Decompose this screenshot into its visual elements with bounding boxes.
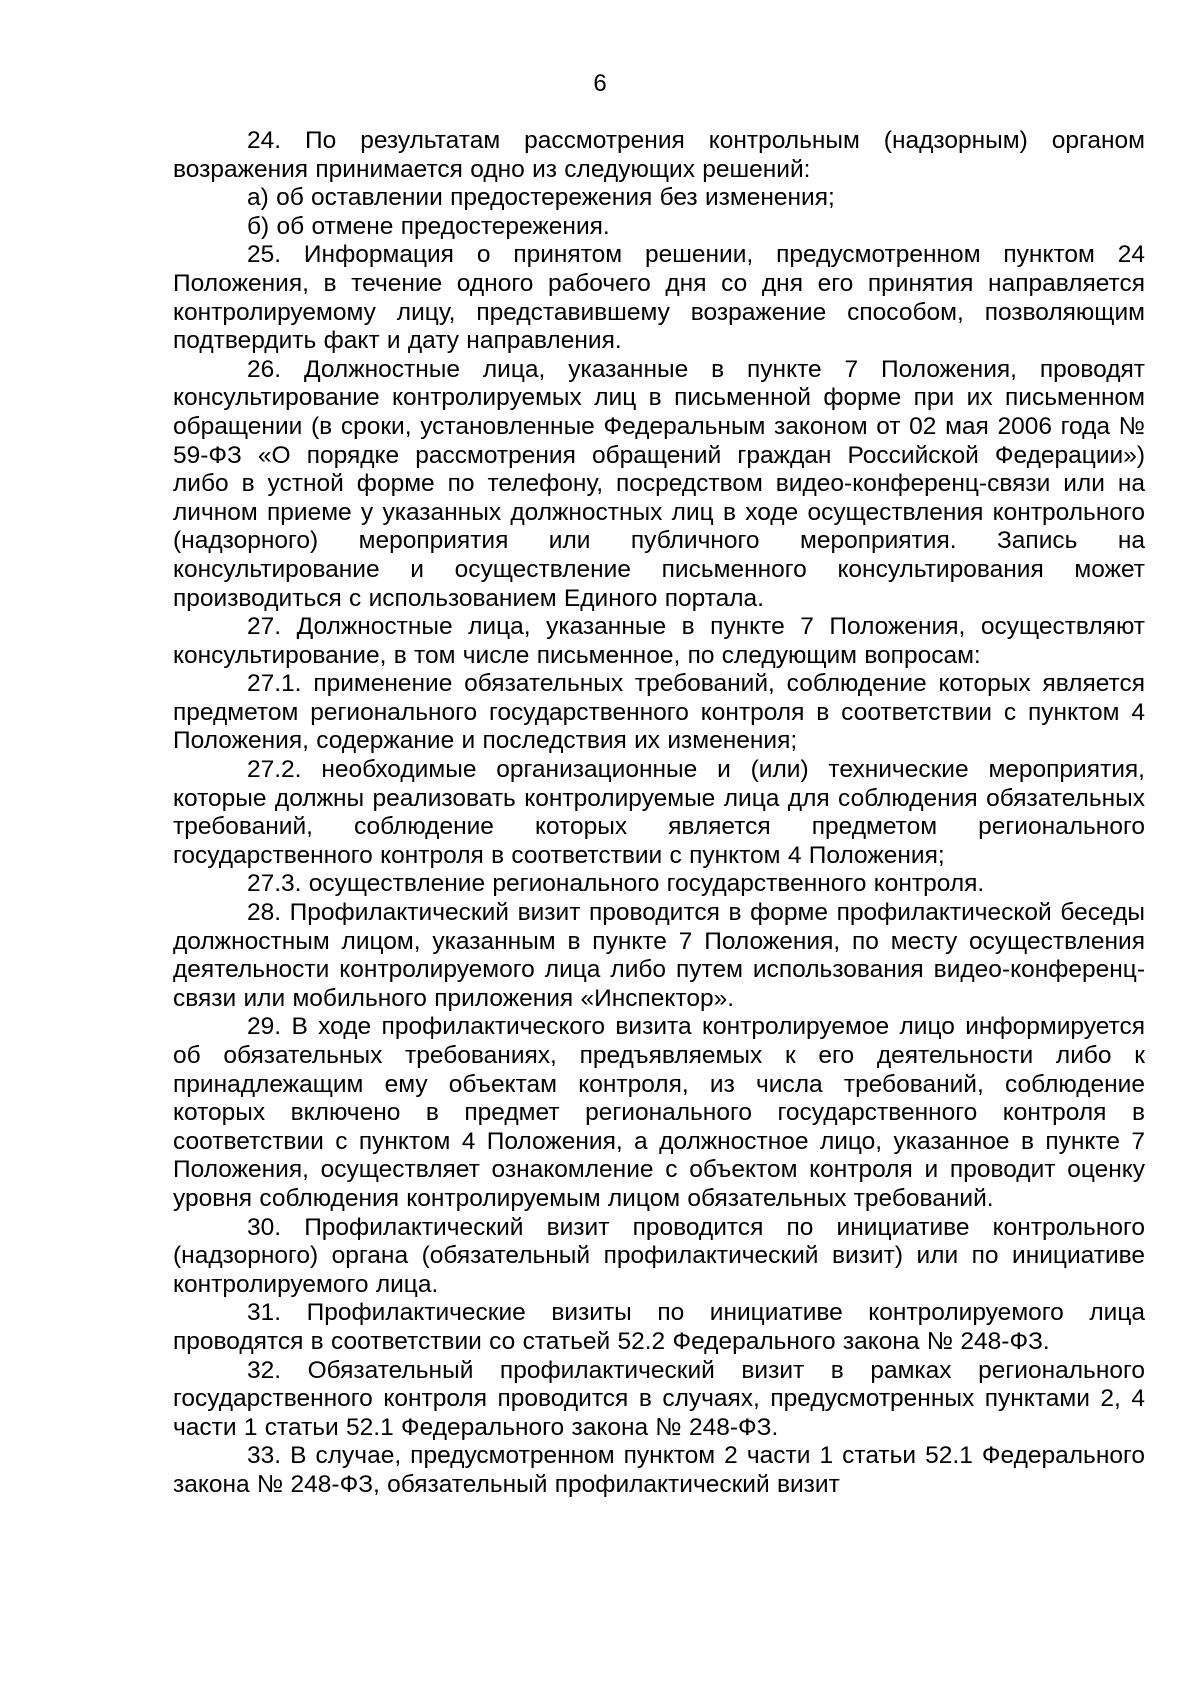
paragraph-31: 31. Профилактические визиты по инициативе контролируемого лица проводятся в соответствии со статьей 52.2 Федерального закона № 248-ФЗ. xyxy=(173,1299,1145,1355)
document-body xyxy=(173,127,1145,1500)
paragraph-26: 26. Должностные лица, указанные в пункте 7 Положения, проводят консультирование контролируемых лиц в письменной форме при их письменном обращении (в сроки, установленные Федеральным законом от 02 мая 2006 года № 59-ФЗ «О порядке рассмотрения обращений граждан Российской Федерации») либо в устной форме по телефону, посредством видео-конференц-связи или на личном приеме у указанных должностных лиц в ходе осуществления контрольного (надзорного) мероприятия или публичного мероприятия. Запись на консультирование и осуществление письменного консультирования может производиться с использованием Единого портала. xyxy=(173,355,1145,612)
paragraph-27-2: 27.2. необходимые организационные и (или) технические мероприятия, которые должны реализовать контролируемые лица для соблюдения обязательных требований, соблюдение которых является предметом регионального государственного контроля в соответствии с пунктом 4 Положения; xyxy=(173,756,1145,869)
paragraph-32: 32. Обязательный профилактический визит в рамках регионального государственного контроля проводится в случаях, предусмотренных пунктами 2, 4 части 1 статьи 52.1 Федерального закона № 248-ФЗ. xyxy=(173,1356,1145,1441)
paragraph-28: 28. Профилактический визит проводится в форме профилактической беседы должностным лицом, указанным в пункте 7 Положения, по месту осуществления деятельности контролируемого лица либо путем использования видео-конференц-связи или мобильного приложения «Инспектор». xyxy=(173,899,1145,1012)
paragraph-24: 24. По результатам рассмотрения контрольным (надзорным) органом возражения принимается одно из следующих решений: xyxy=(173,127,1145,183)
paragraph-24-option-a: а) об оставлении предостережения без изменения; xyxy=(247,184,835,212)
paragraph-25: 25. Информация о принятом решении, предусмотренном пунктом 24 Положения, в течение одного рабочего дня со дня его принятия направляется контролируемому лицу, представившему возражение способом, позволяющим подтвердить факт и дату направления. xyxy=(173,241,1145,355)
paragraph-27: 27. Должностные лица, указанные в пункте 7 Положения, осуществляют консультирование, в том числе письменное, по следующим вопросам: xyxy=(173,613,1145,669)
paragraph-24-option-b: б) об отмене предостережения. xyxy=(247,212,610,240)
paragraph-29: 29. В ходе профилактического визита контролируемое лицо информируется об обязательных требованиях, предъявляемых к его деятельности либо к принадлежащим ему объектам контроля, из числа требований, соблюдение которых включено в предмет регионального государственного контроля в соответствии с пунктом 4 Положения, а должностное лицо, указанное в пункте 7 Положения, осуществляет ознакомление с объектом контроля и проводит оценку уровня соблюдения контролируемым лицом обязательных требований. xyxy=(173,1013,1145,1212)
paragraph-30: 30. Профилактический визит проводится по инициативе контрольного (надзорного) органа (обязательный профилактический визит) или по инициативе контролируемого лица. xyxy=(173,1213,1145,1298)
paragraph-33: 33. В случае, предусмотренном пунктом 2 части 1 статьи 52.1 Федерального закона № 248-ФЗ, обязательный профилактический визит xyxy=(173,1442,1145,1498)
page-number: 6 xyxy=(593,70,607,97)
paragraph-27-3: 27.3. осуществление регионального государственного контроля. xyxy=(247,870,985,898)
paragraph-27-1: 27.1. применение обязательных требований, соблюдение которых является предметом регионального государственного контроля в соответствии с пунктом 4 Положения, содержание и последствия их изменения; xyxy=(173,670,1145,755)
